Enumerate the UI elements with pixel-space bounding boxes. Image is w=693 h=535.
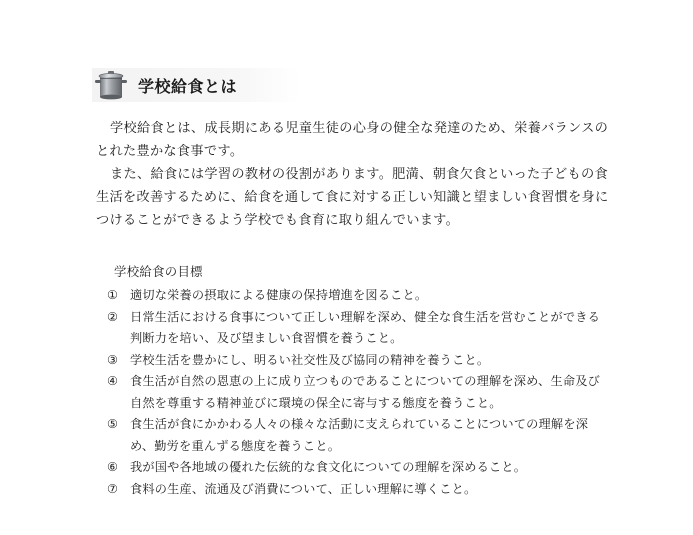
goal-number: ⑥ bbox=[107, 460, 119, 474]
goal-text: 食生活が自然の恩恵の上に成り立つものであることについての理解を深め、生命及び自然を尊重する精神並びに環境の保全に寄与する態度を養うこと。 bbox=[130, 374, 600, 410]
goal-item bbox=[107, 479, 607, 501]
goal-number: ① bbox=[107, 288, 119, 302]
goal-text: 適切な栄養の摂取による健康の保持増進を図ること。 bbox=[130, 288, 428, 302]
goal-text: 食料の生産、流通及び消費について、正しい理解に導くこと。 bbox=[130, 481, 477, 496]
goal-item bbox=[107, 350, 607, 372]
goal-text: 我が国や各地域の優れた伝統的な食文化についての理解を深めること。 bbox=[130, 460, 527, 474]
intro-text bbox=[96, 117, 616, 232]
stock-pot-icon bbox=[92, 68, 130, 102]
goal-number: ② bbox=[107, 309, 119, 324]
goals-list bbox=[107, 285, 607, 500]
goal-item bbox=[107, 285, 607, 307]
goal-number: ④ bbox=[107, 374, 119, 388]
goal-text: 日常生活における食事について正しい理解を深め、健全な食生活を営むことができる判断力を培い、及び望ましい食習慣を養うこと。 bbox=[130, 309, 600, 345]
goal-text: 食生活が食にかかわる人々の様々な活動に支えられていることについての理解を深め、勤労を重んずる態度を養うこと。 bbox=[130, 417, 589, 453]
goal-number: ⑤ bbox=[107, 417, 119, 431]
goals-title: 学校給食の目標 bbox=[114, 264, 203, 279]
goal-text: 学校生活を豊かにし、明るい社交性及び協同の精神を養うこと。 bbox=[130, 352, 490, 367]
goal-item bbox=[107, 457, 607, 479]
section-heading bbox=[92, 68, 300, 102]
goal-item bbox=[107, 371, 607, 414]
intro-paragraph: また、給食には学習の教材の役割があります。肥満、朝食欠食といった子どもの食生活を改善するために、給食を通して食に対する正しい知識と望ましい食習慣を身につけることができるよう学校でも食育に取り組んでいます。 bbox=[96, 167, 609, 228]
goal-number: ③ bbox=[107, 352, 119, 367]
goal-item bbox=[107, 414, 607, 457]
page-title: 学校給食とは bbox=[138, 76, 238, 96]
goal-number: ⑦ bbox=[107, 481, 119, 496]
intro-paragraph: 学校給食とは、成長期にある児童生徒の心身の健全な発達のため、栄養バランスのとれた豊かな食事です。 bbox=[96, 121, 609, 159]
goal-item bbox=[107, 307, 607, 350]
